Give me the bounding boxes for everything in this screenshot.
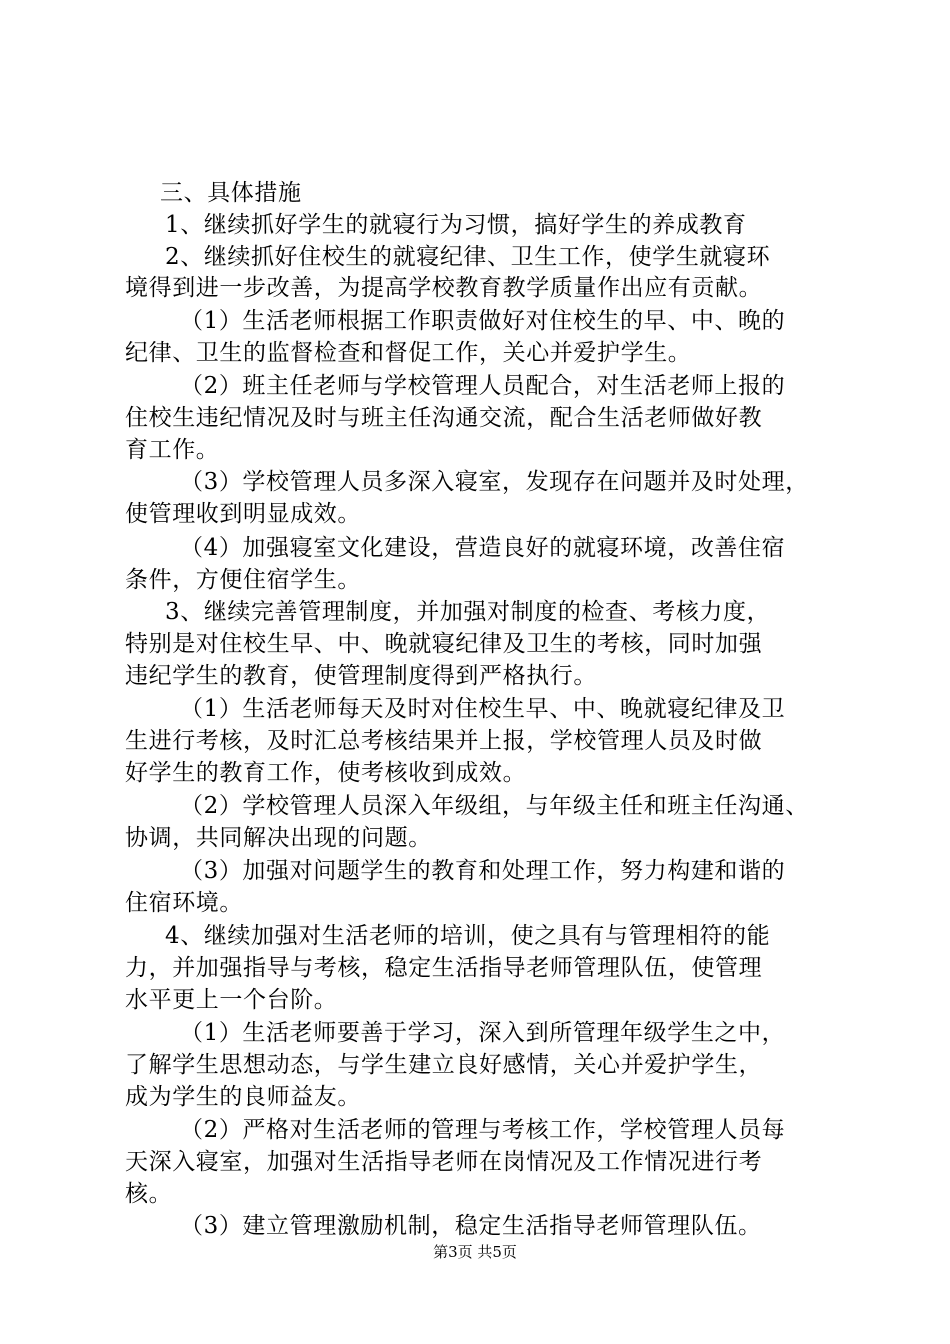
paragraph-line: 境得到进一步改善，为提高学校教育教学质量作出应有贡献。: [125, 275, 763, 301]
paragraph-line: （1）生活老师要善于学习，深入到所管理年级学生之中，: [180, 1020, 786, 1046]
paragraph-line: 住宿环境。: [125, 890, 243, 916]
paragraph-line: 条件，方便住宿学生。: [125, 567, 361, 593]
paragraph-line: 4、继续加强对生活老师的培训，使之具有与管理相符的能: [165, 923, 771, 949]
paragraph-line: 了解学生思想动态，与学生建立良好感情，关心并爱护学生，: [125, 1052, 763, 1078]
paragraph-line: 生进行考核，及时汇总考核结果并上报，学校管理人员及时做: [125, 728, 763, 754]
paragraph-line: 使管理收到明显成效。: [125, 501, 361, 527]
paragraph-line: 协调，共同解决出现的问题。: [125, 825, 432, 851]
paragraph-line: 好学生的教育工作，使考核收到成效。: [125, 760, 527, 786]
paragraph-line: 水平更上一个台阶。: [125, 987, 338, 1013]
paragraph-line: （1）生活老师根据工作职责做好对住校生的早、中、晚的: [180, 308, 786, 334]
paragraph-line: 特别是对住校生早、中、晚就寝纪律及卫生的考核，同时加强: [125, 631, 763, 657]
section-heading: 三、具体措施: [160, 180, 302, 206]
paragraph-line: （3）学校管理人员多深入寝室，发现存在问题并及时处理，: [180, 469, 809, 495]
paragraph-line: 违纪学生的教育，使管理制度得到严格执行。: [125, 663, 597, 689]
paragraph-line: （3）建立管理激励机制，稳定生活指导老师管理队伍。: [180, 1213, 762, 1239]
paragraph-line: 3、继续完善管理制度，并加强对制度的检查、考核力度，: [165, 599, 771, 625]
paragraph-line: 2、继续抓好住校生的就寝纪律、卫生工作，使学生就寝环: [165, 244, 771, 270]
paragraph-line: 纪律、卫生的监督检查和督促工作，关心并爱护学生。: [125, 340, 692, 366]
paragraph-line: （1）生活老师每天及时对住校生早、中、晚就寝纪律及卫: [180, 696, 786, 722]
paragraph-line: （2）学校管理人员深入年级组，与年级主任和班主任沟通、: [180, 793, 809, 819]
paragraph-line: （2）班主任老师与学校管理人员配合，对生活老师上报的: [180, 373, 786, 399]
paragraph-line: 天深入寝室，加强对生活指导老师在岗情况及工作情况进行考: [125, 1149, 763, 1175]
paragraph-line: 核。: [125, 1181, 173, 1207]
paragraph-line: （4）加强寝室文化建设，营造良好的就寝环境，改善住宿: [180, 535, 786, 561]
page-number-footer: 第3页 共5页: [433, 1243, 517, 1261]
paragraph-line: （2）严格对生活老师的管理与考核工作，学校管理人员每: [180, 1117, 786, 1143]
paragraph-line: 成为学生的良师益友。: [125, 1084, 361, 1110]
paragraph-line: 住校生违纪情况及时与班主任沟通交流，配合生活老师做好教: [125, 405, 763, 431]
paragraph-line: 1、继续抓好学生的就寝行为习惯，搞好学生的养成教育: [165, 212, 747, 238]
paragraph-line: 育工作。: [125, 437, 220, 463]
paragraph-line: 力，并加强指导与考核，稳定生活指导老师管理队伍，使管理: [125, 955, 763, 981]
paragraph-line: （3）加强对问题学生的教育和处理工作，努力构建和谐的: [180, 858, 786, 884]
